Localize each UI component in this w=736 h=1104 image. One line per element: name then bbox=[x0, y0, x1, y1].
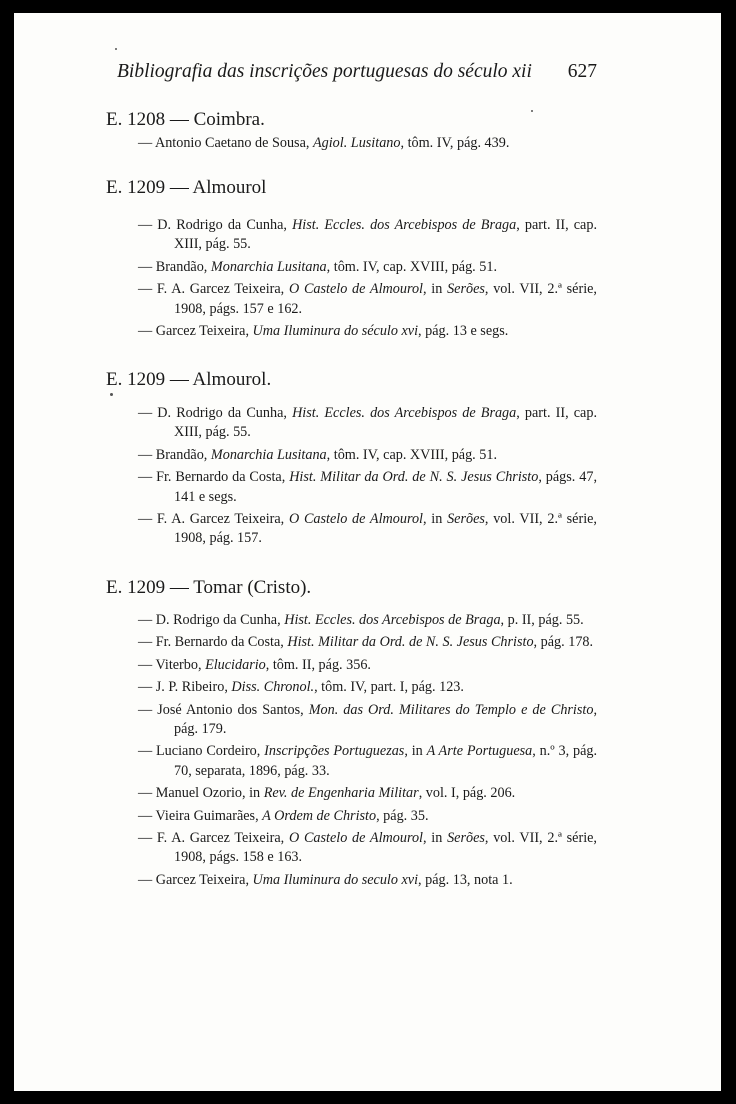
reference-text: — Antonio Caetano de Sousa, bbox=[138, 135, 313, 151]
reference-title: Hist. Eccles. dos Arcebispos de Braga bbox=[292, 405, 517, 421]
paper-speck bbox=[531, 110, 533, 112]
running-head bbox=[117, 61, 597, 83]
reference-title: Mon. das Ord. Militares do Templo e de Christo bbox=[308, 701, 594, 718]
reference-text: , in bbox=[404, 743, 427, 760]
reference-title: Monarchia Lusitana bbox=[210, 446, 327, 463]
paper-speck bbox=[110, 393, 113, 396]
reference-title: Serões bbox=[447, 511, 485, 528]
reference-title: Hist. Eccles. dos Arcebispos de Braga bbox=[292, 217, 517, 233]
reference-title: O Castelo de Almourol bbox=[288, 511, 423, 528]
entry-references bbox=[138, 134, 597, 156]
reference-text: , págs. 47, 141 e segs. bbox=[174, 469, 597, 505]
entry-heading: E. 1209 — Tomar (Cristo). bbox=[106, 577, 312, 598]
reference-text: , in bbox=[423, 511, 448, 528]
reference-text: — Vieira Guimarães, bbox=[138, 807, 263, 824]
reference-text: — José Antonio dos Santos, bbox=[138, 701, 309, 718]
reference-title: Hist. Militar da Ord. de N. S. Jesus Christo bbox=[289, 469, 539, 486]
entry-references bbox=[138, 216, 597, 344]
reference-title: Inscripções Portuguezas bbox=[264, 743, 405, 760]
reference-item bbox=[138, 701, 597, 740]
book-page bbox=[14, 13, 721, 1091]
entry-references bbox=[138, 404, 597, 552]
reference-text: — Luciano Cordeiro, bbox=[138, 743, 265, 760]
reference-text: — Brandão, bbox=[138, 446, 211, 463]
reference-text: , tôm. IV, pág. 439. bbox=[400, 135, 510, 151]
entry-heading: E. 1209 — Almourol. bbox=[106, 369, 272, 390]
reference-title: O Castelo de Almourol bbox=[288, 281, 423, 298]
reference-text: — Brandão, bbox=[138, 258, 211, 275]
reference-text: — D. Rodrigo da Cunha, bbox=[138, 217, 293, 233]
reference-title: A Ordem de Christo bbox=[262, 807, 377, 824]
reference-text: — D. Rodrigo da Cunha, bbox=[138, 612, 285, 628]
reference-item bbox=[138, 829, 597, 868]
reference-item bbox=[138, 633, 597, 652]
reference-text: — Fr. Bernardo da Costa, bbox=[138, 469, 290, 486]
reference-item bbox=[138, 784, 597, 803]
reference-title: Hist. Militar da Ord. de N. S. Jesus Christo bbox=[287, 634, 534, 651]
reference-text: , part. II, cap. XIII, pág. 55. bbox=[174, 217, 597, 253]
reference-text: , tôm. IV, cap. XVIII, pág. 51. bbox=[326, 446, 498, 463]
reference-item bbox=[138, 404, 597, 443]
reference-title: Elucidario bbox=[205, 656, 266, 673]
reference-text: , tôm. II, pág. 356. bbox=[265, 656, 371, 673]
reference-text: , p. II, pág. 55. bbox=[500, 612, 584, 628]
reference-text: — F. A. Garcez Teixeira, bbox=[138, 281, 289, 298]
reference-text: , pág. 35. bbox=[376, 807, 429, 824]
paper-speck bbox=[115, 48, 117, 50]
reference-title: Serões bbox=[447, 830, 485, 847]
reference-title: Rev. de Engenharia Militar bbox=[263, 785, 419, 802]
reference-text: , n.º 3, pág. 70, separata, 1896, pág. 33. bbox=[174, 743, 598, 779]
reference-title: Diss. Chronol. bbox=[231, 679, 315, 696]
reference-title: Uma Iluminura do século xvi bbox=[252, 323, 419, 340]
reference-item bbox=[138, 611, 597, 630]
reference-item bbox=[138, 510, 597, 549]
reference-text: , pág. 13, nota 1. bbox=[418, 871, 513, 888]
reference-item bbox=[138, 446, 597, 465]
reference-text: , in bbox=[423, 830, 448, 847]
reference-text: — J. P. Ribeiro, bbox=[138, 679, 232, 696]
reference-text: , pág. 179. bbox=[174, 701, 597, 738]
reference-text: , in bbox=[423, 281, 448, 298]
reference-item bbox=[138, 678, 597, 697]
reference-title: Agiol. Lusitano bbox=[312, 135, 401, 151]
reference-title: O Castelo de Almourol bbox=[288, 830, 423, 847]
reference-text: , pág. 178. bbox=[533, 634, 594, 651]
reference-text: , part. II, cap. XIII, pág. 55. bbox=[174, 405, 597, 441]
entry-heading: E. 1209 — Almourol bbox=[106, 177, 267, 198]
reference-item bbox=[138, 134, 597, 153]
reference-title: Hist. Eccles. dos Arcebispos de Braga bbox=[284, 612, 501, 628]
reference-text: — Fr. Bernardo da Costa, bbox=[138, 634, 288, 651]
entry-references bbox=[138, 611, 597, 893]
reference-text: — F. A. Garcez Teixeira, bbox=[138, 511, 289, 528]
reference-item bbox=[138, 258, 597, 277]
reference-item bbox=[138, 807, 597, 826]
reference-item bbox=[138, 742, 597, 781]
entry-heading: E. 1208 — Coimbra. bbox=[106, 109, 265, 130]
reference-text: , tôm. IV, part. I, pág. 123. bbox=[314, 679, 464, 696]
running-head-title: Bibliografia das inscrições portuguesas do século xii bbox=[117, 61, 532, 82]
reference-title: A Arte Portuguesa bbox=[426, 743, 533, 760]
reference-item bbox=[138, 280, 597, 319]
reference-text: , tôm. IV, cap. XVIII, pág. 51. bbox=[326, 258, 498, 275]
reference-item bbox=[138, 322, 597, 341]
reference-text: — Garcez Teixeira, bbox=[138, 871, 253, 888]
reference-text: — Garcez Teixeira, bbox=[138, 323, 253, 340]
page-number: 627 bbox=[567, 61, 597, 82]
reference-text: , vol. I, pág. 206. bbox=[418, 785, 516, 802]
reference-text: , vol. VII, 2.ª série, 1908, pág. 157. bbox=[174, 511, 597, 547]
reference-item bbox=[138, 871, 597, 890]
reference-text: — Manuel Ozorio, in bbox=[138, 785, 264, 802]
reference-text: , vol. VII, 2.ª série, 1908, págs. 158 e 163. bbox=[174, 830, 597, 866]
reference-text: — D. Rodrigo da Cunha, bbox=[138, 405, 293, 421]
reference-item bbox=[138, 468, 597, 507]
reference-text: — Viterbo, bbox=[138, 656, 206, 673]
reference-title: Serões bbox=[447, 281, 485, 298]
reference-text: , pág. 13 e segs. bbox=[418, 323, 509, 340]
reference-title: Monarchia Lusitana bbox=[210, 258, 327, 275]
reference-text: — F. A. Garcez Teixeira, bbox=[138, 830, 289, 847]
reference-item bbox=[138, 216, 597, 255]
reference-text: , vol. VII, 2.ª série, 1908, págs. 157 e 162. bbox=[174, 281, 597, 317]
reference-item bbox=[138, 656, 597, 675]
reference-title: Uma Iluminura do seculo xvi bbox=[252, 871, 419, 888]
